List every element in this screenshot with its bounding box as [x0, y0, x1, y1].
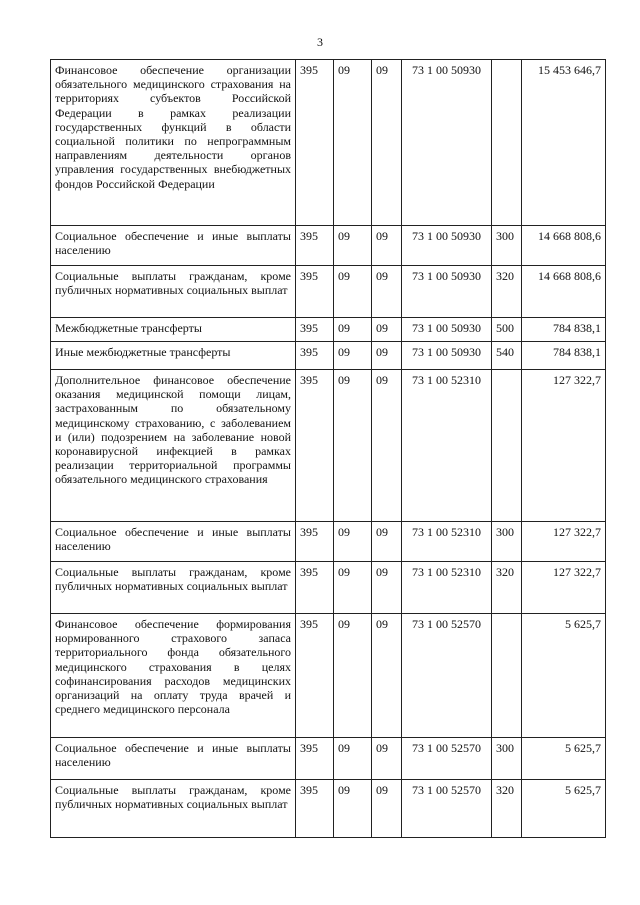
table-row [51, 370, 606, 522]
row-grbs: 395 [296, 60, 334, 226]
row-name: Иные межбюджетные трансферты [51, 342, 296, 370]
row-rz: 09 [334, 562, 372, 614]
row-name: Финансовое обеспечение формирования нормированного страхового запаса территориального фонда обязательного медицинского страхования в целях софинансирования расходов медицинских организаций на оплату труда врачей и среднего медицинского персонала [51, 614, 296, 738]
row-grbs: 395 [296, 522, 334, 562]
row-vr: 300 [492, 738, 522, 780]
row-name: Финансовое обеспечение организации обязательного медицинского страхования на территориях субъектов Российской Федерации в рамках реализации государственных функций в области социальной политики по непрограммным направлениям деятельности органов управления государственных внебюджетных фондов Российской Федерации [51, 60, 296, 226]
page-number: 3 [317, 35, 323, 49]
row-rz: 09 [334, 780, 372, 838]
table-row [51, 738, 606, 780]
row-pr: 09 [372, 60, 402, 226]
row-rz: 09 [334, 318, 372, 342]
row-vr: 300 [492, 226, 522, 266]
row-grbs: 395 [296, 266, 334, 318]
row-name: Социальные выплаты гражданам, кроме публичных нормативных социальных выплат [51, 266, 296, 318]
row-grbs: 395 [296, 342, 334, 370]
row-rz: 09 [334, 614, 372, 738]
row-name: Дополнительное финансовое обеспечение оказания медицинской помощи лицам, застрахованным по обязательному медицинскому страхованию, с заболеванием и (или) подозрением на заболевание новой коронавирусной инфекцией в рамках реализации территориальной программы обязательного медицинского страхования [51, 370, 296, 522]
row-csr: 73 1 00 52570 [402, 738, 492, 780]
table-row [51, 780, 606, 838]
row-rz: 09 [334, 60, 372, 226]
row-pr: 09 [372, 780, 402, 838]
row-grbs: 395 [296, 562, 334, 614]
table-row [51, 318, 606, 342]
row-csr: 73 1 00 50930 [402, 342, 492, 370]
row-pr: 09 [372, 738, 402, 780]
row-rz: 09 [334, 522, 372, 562]
row-pr: 09 [372, 266, 402, 318]
row-rz: 09 [334, 226, 372, 266]
row-rz: 09 [334, 266, 372, 318]
row-sum: 14 668 808,6 [522, 266, 606, 318]
row-csr: 73 1 00 50930 [402, 226, 492, 266]
table-row [51, 342, 606, 370]
row-vr: 540 [492, 342, 522, 370]
row-pr: 09 [372, 614, 402, 738]
row-rz: 09 [334, 370, 372, 522]
row-sum: 5 625,7 [522, 738, 606, 780]
row-grbs: 395 [296, 318, 334, 342]
row-name: Социальное обеспечение и иные выплаты населению [51, 738, 296, 780]
row-name: Социальное обеспечение и иные выплаты населению [51, 522, 296, 562]
row-sum: 5 625,7 [522, 780, 606, 838]
row-pr: 09 [372, 562, 402, 614]
row-name: Межбюджетные трансферты [51, 318, 296, 342]
row-vr [492, 60, 522, 226]
budget-table [50, 59, 606, 838]
row-sum: 15 453 646,7 [522, 60, 606, 226]
row-sum: 127 322,7 [522, 370, 606, 522]
row-vr [492, 614, 522, 738]
row-rz: 09 [334, 738, 372, 780]
row-pr: 09 [372, 318, 402, 342]
row-grbs: 395 [296, 780, 334, 838]
row-sum: 5 625,7 [522, 614, 606, 738]
row-name: Социальное обеспечение и иные выплаты населению [51, 226, 296, 266]
row-vr: 500 [492, 318, 522, 342]
row-csr: 73 1 00 52310 [402, 562, 492, 614]
row-csr: 73 1 00 52310 [402, 370, 492, 522]
row-rz: 09 [334, 342, 372, 370]
row-pr: 09 [372, 226, 402, 266]
row-pr: 09 [372, 522, 402, 562]
row-sum: 14 668 808,6 [522, 226, 606, 266]
row-vr [492, 370, 522, 522]
table-row [51, 522, 606, 562]
row-name: Социальные выплаты гражданам, кроме публичных нормативных социальных выплат [51, 780, 296, 838]
row-sum: 127 322,7 [522, 562, 606, 614]
row-vr: 300 [492, 522, 522, 562]
row-sum: 127 322,7 [522, 522, 606, 562]
row-grbs: 395 [296, 370, 334, 522]
table-row [51, 226, 606, 266]
row-csr: 73 1 00 52310 [402, 522, 492, 562]
row-name: Социальные выплаты гражданам, кроме публичных нормативных социальных выплат [51, 562, 296, 614]
table-row [51, 614, 606, 738]
row-pr: 09 [372, 342, 402, 370]
row-pr: 09 [372, 370, 402, 522]
row-vr: 320 [492, 780, 522, 838]
row-grbs: 395 [296, 614, 334, 738]
row-sum: 784 838,1 [522, 342, 606, 370]
row-csr: 73 1 00 50930 [402, 266, 492, 318]
row-csr: 73 1 00 52570 [402, 614, 492, 738]
table-row [51, 266, 606, 318]
row-csr: 73 1 00 50930 [402, 318, 492, 342]
row-grbs: 395 [296, 738, 334, 780]
row-grbs: 395 [296, 226, 334, 266]
row-csr: 73 1 00 52570 [402, 780, 492, 838]
row-vr: 320 [492, 562, 522, 614]
row-sum: 784 838,1 [522, 318, 606, 342]
row-vr: 320 [492, 266, 522, 318]
table-row [51, 562, 606, 614]
table-row [51, 60, 606, 226]
row-csr: 73 1 00 50930 [402, 60, 492, 226]
